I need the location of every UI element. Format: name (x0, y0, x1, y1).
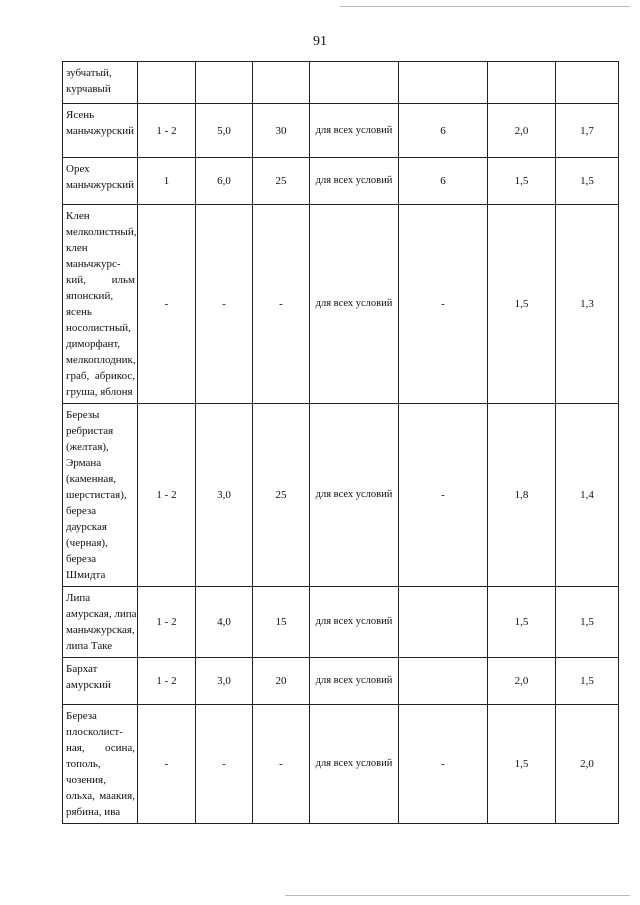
age-cell (138, 62, 196, 104)
age-cell: - (138, 205, 196, 404)
spacing-cell (399, 62, 488, 104)
species-line: шерстистая), (66, 489, 127, 501)
species-line: береза (66, 505, 97, 517)
height-cell: 4,0 (196, 587, 253, 658)
species-line: клен (66, 242, 88, 254)
species-line: ребристая (66, 425, 114, 437)
count-cell: 25 (253, 158, 310, 205)
coef-b-cell: 1,4 (556, 404, 619, 587)
condition-cell: для всех условий (310, 404, 399, 587)
species-line: маньчжурс- (66, 258, 121, 270)
species-line: диморфант, (66, 338, 121, 350)
count-cell: 20 (253, 658, 310, 705)
species-line: (желтая), (66, 441, 109, 453)
species-line: кий, ильм (66, 274, 135, 286)
spacing-cell: 6 (399, 158, 488, 205)
species-cell (63, 587, 138, 658)
age-cell: 1 - 2 (138, 404, 196, 587)
species-line: Березы (66, 409, 100, 421)
species-line: липа Таке (66, 640, 113, 652)
count-cell: 15 (253, 587, 310, 658)
table-row (63, 705, 619, 824)
species-line: даурская (66, 521, 107, 533)
coef-a-cell: 1,5 (488, 705, 556, 824)
table-row (63, 104, 619, 158)
count-cell: 30 (253, 104, 310, 158)
spacing-cell: - (399, 705, 488, 824)
spacing-cell: 6 (399, 104, 488, 158)
species-line: тополь, (66, 758, 101, 770)
species-line: носолистный, (66, 322, 131, 334)
species-line: рябина, ива (66, 806, 121, 818)
condition-cell: для всех условий (310, 158, 399, 205)
species-line: Липа (66, 592, 91, 604)
height-cell: 3,0 (196, 404, 253, 587)
species-cell (63, 205, 138, 404)
species-line: Орех (66, 163, 90, 175)
coef-a-cell: 1,5 (488, 158, 556, 205)
species-line: японский, (66, 290, 114, 302)
age-cell: 1 - 2 (138, 587, 196, 658)
condition-cell: для всех условий (310, 205, 399, 404)
count-cell: - (253, 205, 310, 404)
height-cell: 6,0 (196, 158, 253, 205)
coef-b-cell: 1,7 (556, 104, 619, 158)
data-table (62, 61, 619, 824)
species-cell (63, 62, 138, 104)
coef-a-cell: 1,8 (488, 404, 556, 587)
species-line: Эрмана (66, 457, 102, 469)
count-cell (253, 62, 310, 104)
species-line: Шмидта (66, 569, 106, 581)
spacing-cell (399, 587, 488, 658)
species-line: (черная), (66, 537, 108, 549)
condition-cell: для всех условий (310, 705, 399, 824)
species-line: береза (66, 553, 97, 565)
species-cell (63, 158, 138, 205)
species-line: амурская, липа (66, 608, 137, 620)
table-row (63, 404, 619, 587)
species-line: Бархат (66, 663, 98, 675)
coef-a-cell: 2,0 (488, 658, 556, 705)
species-line: Ясень (66, 109, 95, 121)
count-cell: 25 (253, 404, 310, 587)
species-line: мелколистный, (66, 226, 137, 238)
species-line: зубчатый, (66, 67, 112, 79)
coef-a-cell: 1,5 (488, 587, 556, 658)
species-line: амурский (66, 679, 111, 691)
height-cell: 3,0 (196, 658, 253, 705)
species-line: маньчжурская, (66, 624, 135, 636)
coef-b-cell: 1,3 (556, 205, 619, 404)
species-line: ольха, маакия, (66, 790, 135, 802)
species-cell (63, 658, 138, 705)
table-row (63, 158, 619, 205)
height-cell: 5,0 (196, 104, 253, 158)
species-line: плосколист- (66, 726, 123, 738)
coef-b-cell: 2,0 (556, 705, 619, 824)
coef-a-cell: 2,0 (488, 104, 556, 158)
coef-b-cell (556, 62, 619, 104)
coef-a-cell (488, 62, 556, 104)
table-body (63, 62, 619, 824)
table-row (63, 205, 619, 404)
condition-cell: для всех условий (310, 104, 399, 158)
table-row (63, 587, 619, 658)
species-line: маньчжурский (66, 179, 134, 191)
condition-cell: для всех условий (310, 658, 399, 705)
species-line: курчавый (66, 83, 111, 95)
species-line: маньчжурский (66, 125, 134, 137)
species-line: мелкоплодник, (66, 354, 136, 366)
spacing-cell (399, 658, 488, 705)
count-cell: - (253, 705, 310, 824)
species-cell (63, 404, 138, 587)
spacing-cell: - (399, 205, 488, 404)
height-cell (196, 62, 253, 104)
species-line: Клен (66, 210, 90, 222)
species-cell (63, 705, 138, 824)
species-line: груша, яблоня (66, 386, 133, 398)
species-line: (каменная, (66, 473, 117, 485)
age-cell: - (138, 705, 196, 824)
condition-cell: для всех условий (310, 587, 399, 658)
species-line: ясень (66, 306, 92, 318)
coef-b-cell: 1,5 (556, 658, 619, 705)
coef-b-cell: 1,5 (556, 587, 619, 658)
species-line: чозения, (66, 774, 106, 786)
top-rule (340, 6, 630, 7)
height-cell: - (196, 705, 253, 824)
bottom-rule (285, 895, 630, 896)
page-number: 91 (313, 34, 327, 49)
age-cell: 1 - 2 (138, 658, 196, 705)
age-cell: 1 - 2 (138, 104, 196, 158)
age-cell: 1 (138, 158, 196, 205)
species-line: Береза (66, 710, 97, 722)
species-line: ная, осина, (66, 742, 135, 754)
coef-b-cell: 1,5 (556, 158, 619, 205)
spacing-cell: - (399, 404, 488, 587)
height-cell: - (196, 205, 253, 404)
species-cell (63, 104, 138, 158)
table-row (63, 658, 619, 705)
coef-a-cell: 1,5 (488, 205, 556, 404)
species-line: граб, абрикос, (66, 370, 135, 382)
table-row (63, 62, 619, 104)
condition-cell (310, 62, 399, 104)
